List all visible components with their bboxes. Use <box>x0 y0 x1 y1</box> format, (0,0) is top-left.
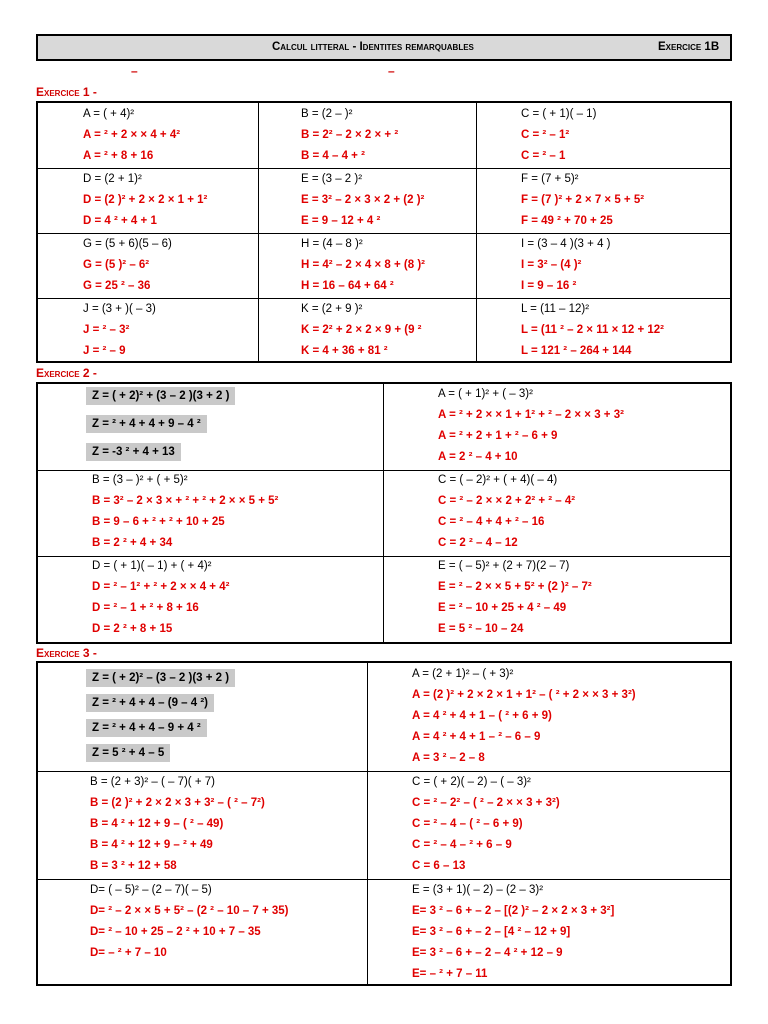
expansion-step: D= ² – 2 × × 5 + 5² – (2 ² – 10 – 7 + 35) <box>90 905 289 917</box>
expansion-step: C = ² – 2 × × 2 + 2² + ² – 4² <box>438 495 576 507</box>
expression-statement: J = (3 + )( – 3) <box>83 303 156 315</box>
expression-statement: E = (3 – 2 )² <box>301 173 363 185</box>
page-title: Calcul litteral - Identites remarquables <box>272 41 474 53</box>
expansion-step: E = ² – 10 + 25 + 4 ² – 49 <box>438 602 567 614</box>
expression-statement: C = ( + 1)( – 1) <box>521 108 597 120</box>
example-expansion-step: Z = -3 ² + 4 + 13 <box>86 443 181 461</box>
expansion-step: A = 3 ² – 2 – 8 <box>412 752 485 764</box>
expansion-step: E= 3 ² – 6 + – 2 – [(2 )² – 2 × 2 × 3 + 3²] <box>412 905 615 917</box>
expansion-step: A = 2 ² – 4 + 10 <box>438 451 518 463</box>
expansion-step: C = ² – 2² – ( ² – 2 × × 3 + 3²) <box>412 797 560 809</box>
expansion-step: L = (11 ² – 2 × 11 × 12 + 12² <box>521 324 665 336</box>
expansion-step: E = 5 ² – 10 – 24 <box>438 623 524 635</box>
expansion-step: H = 16 – 64 + 64 ² <box>301 280 394 292</box>
example-expansion-step: Z = ² + 4 + 4 – 9 + 4 ² <box>86 719 207 737</box>
expression-statement: K = (2 + 9 )² <box>301 303 363 315</box>
expansion-step: A = ² + 2 + 1 + ² – 6 + 9 <box>438 430 558 442</box>
expansion-step: F = (7 )² + 2 × 7 × 5 + 5² <box>521 194 645 206</box>
expansion-step: A = ² + 2 × × 4 + 4² <box>83 129 181 141</box>
expression-statement: F = (7 + 5)² <box>521 173 579 185</box>
expression-statement: A = ( + 4)² <box>83 108 135 120</box>
exercise-3-heading: Exercice 3 - <box>36 646 97 660</box>
expansion-step: L = 121 ² – 264 + 144 <box>521 345 632 357</box>
expansion-step: D = (2 )² + 2 × 2 × 1 + 1² <box>83 194 208 206</box>
expansion-step: B = (2 )² + 2 × 2 × 3 + 3² – ( ² – 7²) <box>90 797 265 809</box>
example-expansion-step: Z = 5 ² + 4 – 5 <box>86 744 170 762</box>
expansion-step: A = (2 )² + 2 × 2 × 1 + 1² – ( ² + 2 × × 3 + 3²) <box>412 689 636 701</box>
expansion-step: C = 6 – 13 <box>412 860 466 872</box>
expansion-step: K = 4 + 36 + 81 ² <box>301 345 388 357</box>
expression-statement: A = (2 + 1)² – ( + 3)² <box>412 668 514 680</box>
expression-statement: L = (11 – 12)² <box>521 303 590 315</box>
expansion-step: C = ² – 4 – ( ² – 6 + 9) <box>412 818 523 830</box>
expansion-step: G = 25 ² – 36 <box>83 280 151 292</box>
expansion-step: E= 3 ² – 6 + – 2 – 4 ² + 12 – 9 <box>412 947 563 959</box>
expansion-step: I = 3² – (4 )² <box>521 259 582 271</box>
expression-statement: G = (5 + 6)(5 – 6) <box>83 238 172 250</box>
expansion-step: C = ² – 4 + 4 + ² – 16 <box>438 516 545 528</box>
expression-statement: B = (3 – )² + ( + 5)² <box>92 474 188 486</box>
expansion-step: G = (5 )² – 6² <box>83 259 150 271</box>
expansion-step: C = 2 ² – 4 – 12 <box>438 537 518 549</box>
expansion-step: E= 3 ² – 6 + – 2 – [4 ² – 12 + 9] <box>412 926 571 938</box>
expansion-step: B = 3 ² + 12 + 58 <box>90 860 177 872</box>
expansion-step: C = ² – 1 <box>521 150 566 162</box>
expansion-step: B = 2² – 2 × 2 × + ² <box>301 129 399 141</box>
expression-statement: I = (3 – 4 )(3 + 4 ) <box>521 238 611 250</box>
expansion-step: E = 9 – 12 + 4 ² <box>301 215 381 227</box>
expansion-step: D = ² – 1 + ² + 8 + 16 <box>92 602 199 614</box>
expression-statement: E = ( – 5)² + (2 + 7)(2 – 7) <box>438 560 570 572</box>
expression-statement: B = (2 – )² <box>301 108 353 120</box>
expansion-step: A = ² + 8 + 16 <box>83 150 154 162</box>
expression-statement: C = ( + 2)( – 2) – ( – 3)² <box>412 776 531 788</box>
example-expansion-step: Z = ² + 4 + 4 + 9 – 4 ² <box>86 415 207 433</box>
expansion-step: D = 2 ² + 8 + 15 <box>92 623 173 635</box>
expansion-step: A = ² + 2 × × 1 + 1² + ² – 2 × × 3 + 3² <box>438 409 624 421</box>
expression-statement: D= ( – 5)² – (2 – 7)( – 5) <box>90 884 212 896</box>
expansion-step: D = ² – 1² + ² + 2 × × 4 + 4² <box>92 581 230 593</box>
expansion-step: K = 2² + 2 × 2 × 9 + (9 ² <box>301 324 422 336</box>
expansion-step: D = 4 ² + 4 + 1 <box>83 215 157 227</box>
expansion-step: C = ² – 1² <box>521 129 570 141</box>
expression-statement: D = (2 + 1)² <box>83 173 142 185</box>
exercise-2-heading: Exercice 2 - <box>36 366 97 380</box>
expansion-step: C = ² – 4 – ² + 6 – 9 <box>412 839 512 851</box>
expansion-step: B = 3² – 2 × 3 × + ² + ² + 2 × × 5 + 5² <box>92 495 279 507</box>
expansion-step: B = 2 ² + 4 + 34 <box>92 537 173 549</box>
expansion-step: A = 4 ² + 4 + 1 – ( ² + 6 + 9) <box>412 710 552 722</box>
expression-statement: C = ( – 2)² + ( + 4)( – 4) <box>438 474 558 486</box>
expression-statement: E = (3 + 1)( – 2) – (2 – 3)² <box>412 884 544 896</box>
expansion-step: J = ² – 9 <box>83 345 126 357</box>
example-expansion-step: Z = ( + 2)² – (3 – 2 )(3 + 2 ) <box>86 669 235 687</box>
expansion-step: B = 9 – 6 + ² + ² + 10 + 25 <box>92 516 225 528</box>
example-expansion-step: Z = ² + 4 + 4 – (9 – 4 ²) <box>86 694 214 712</box>
expression-statement: A = ( + 1)² + ( – 3)² <box>438 388 533 400</box>
title-bar <box>36 34 732 61</box>
expression-statement: D = ( + 1)( – 1) + ( + 4)² <box>92 560 212 572</box>
blank-marker: – <box>131 64 138 78</box>
expansion-step: H = 4² – 2 × 4 × 8 + (8 )² <box>301 259 426 271</box>
expression-statement: H = (4 – 8 )² <box>301 238 363 250</box>
example-expansion-step: Z = ( + 2)² + (3 – 2 )(3 + 2 ) <box>86 387 235 405</box>
blank-marker: – <box>388 64 395 78</box>
expansion-step: B = 4 – 4 + ² <box>301 150 365 162</box>
expansion-step: D= ² – 10 + 25 – 2 ² + 10 + 7 – 35 <box>90 926 261 938</box>
exercise-1-heading: Exercice 1 - <box>36 85 97 99</box>
expansion-step: B = 4 ² + 12 + 9 – ( ² – 49) <box>90 818 224 830</box>
expansion-step: E= – ² + 7 – 11 <box>412 968 488 980</box>
expression-statement: B = (2 + 3)² – ( – 7)( + 7) <box>90 776 215 788</box>
expansion-step: A = 4 ² + 4 + 1 – ² – 6 – 9 <box>412 731 541 743</box>
expansion-step: E = ² – 2 × × 5 + 5² + (2 )² – 7² <box>438 581 592 593</box>
expansion-step: I = 9 – 16 ² <box>521 280 577 292</box>
expansion-step: E = 3² – 2 × 3 × 2 + (2 )² <box>301 194 425 206</box>
expansion-step: B = 4 ² + 12 + 9 – ² + 49 <box>90 839 213 851</box>
exercise-number: Exercice 1B <box>658 41 720 53</box>
expansion-step: F = 49 ² + 70 + 25 <box>521 215 613 227</box>
expansion-step: D= – ² + 7 – 10 <box>90 947 167 959</box>
expansion-step: J = ² – 3² <box>83 324 130 336</box>
